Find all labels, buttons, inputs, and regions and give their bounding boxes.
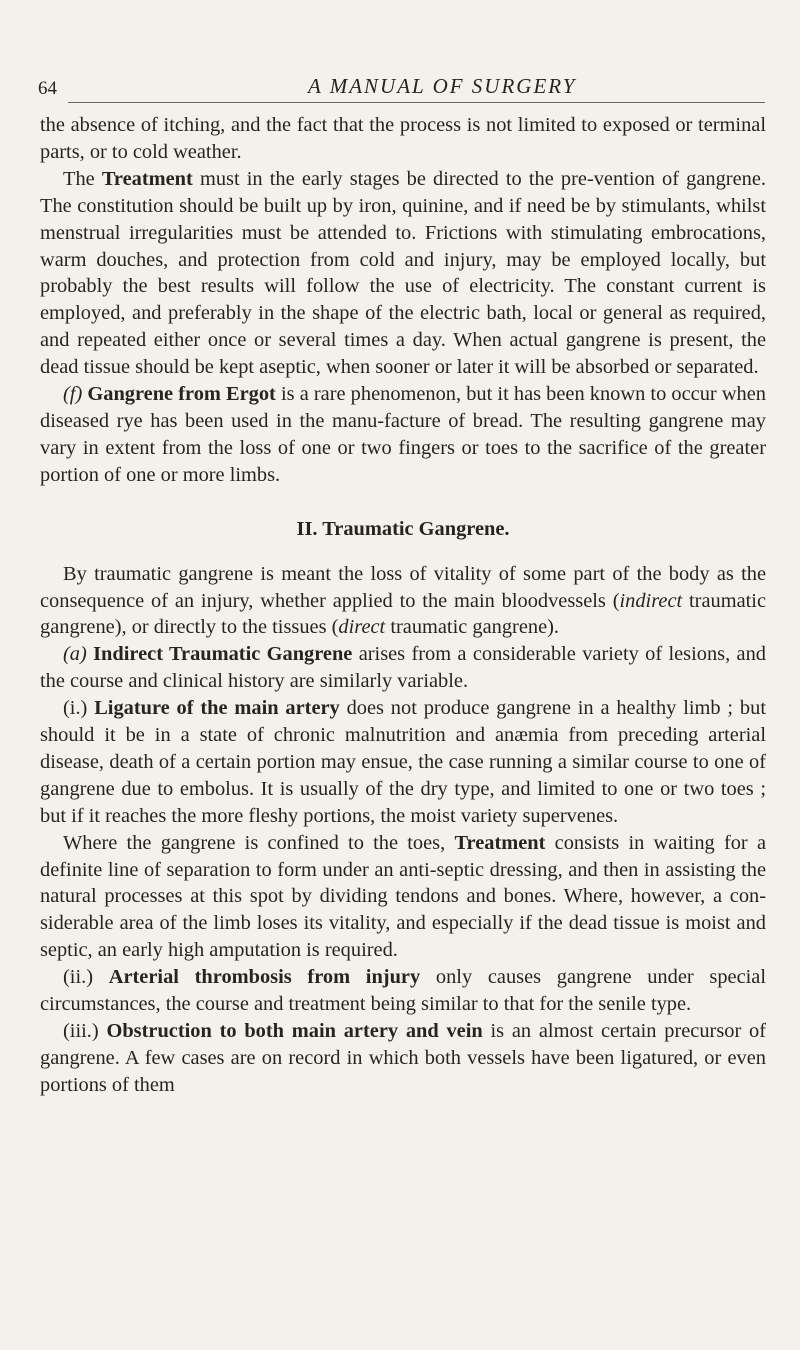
page-number: 64 <box>38 78 57 99</box>
paragraph-treatment-toes: Where the gangrene is confined to the toes, Treatment consists in waiting for a definite line of separation to form under an anti-septic dressing, and then in assisting the natural processes at this spot by dividing tendons and bones. Where, however, a con-siderable area of the limb loses its vitality, and especially if the dead tissue is moist and septic, an early high amputation is required. <box>40 831 767 962</box>
item-label: (f) <box>63 383 83 406</box>
term-indirect: Indirect Traumatic Gangrene <box>93 643 353 666</box>
item-label: (i.) <box>63 697 88 720</box>
term-ergot: Gangrene from Ergot <box>87 383 276 406</box>
paragraph-ergot: (f) Gangrene from Ergot is a rare phenomenon, but it has been known to occur when diseased rye has been used in the manu-facture of bread. The resulting gangrene may vary in extent from the loss of one or two fingers or toes to the sacrifice of the greater portion of one or more limbs. <box>40 383 766 486</box>
page-header <box>38 74 766 104</box>
running-head: A MANUAL OF SURGERY <box>308 74 577 98</box>
item-label: (a) <box>63 643 87 666</box>
header-rule <box>68 102 765 103</box>
paragraph-treatment: The Treatment must in the early stages be directed to the pre-vention of gangrene. The constitution should be built up by iron, quinine, and if need be by stimulants, whilst menstrual irregularities must be attended to. Frictions with stimulating embrocations, warm douches, and protection from cold and injury, may be employed locally, but probably the best results will follow the use of electricity. The constant current is employed, and preferably in the shape of the electric bath, local or general as required, and repeated either once or several times a day. When actual gangrene is present, the dead tissue should be kept aseptic, when sooner or later it will be absorbed or separated. <box>40 167 766 379</box>
paragraph-indirect: (a) Indirect Traumatic Gangrene arises from a considerable variety of lesions, and the course and clinical history are similarly variable. <box>40 643 766 693</box>
term-treatment: Treatment <box>101 167 193 190</box>
paragraph-continuation: the absence of itching, and the fact that the process is not limited to exposed or terminal parts, or to cold weather. <box>40 114 766 163</box>
term-obstruction: Obstruction to both main artery and vein <box>106 1020 483 1042</box>
paragraph-thrombosis: (ii.) Arterial thrombosis from injury only causes gangrene under special circumstances, the course and treatment being similar to that for the senile type. <box>40 966 766 1016</box>
section-heading: II. Traumatic Gangrene. <box>296 517 510 540</box>
item-label: (iii.) <box>63 1020 99 1042</box>
term-ligature: Ligature of the main artery <box>94 697 340 720</box>
paragraph-definition: By traumatic gangrene is meant the loss of vitality of some part of the body as the consequence of an injury, whether applied to the main bloodvessels (indirect traumatic gangrene), or directly to the tissues (direct traumatic gangrene). <box>40 562 767 639</box>
term-thrombosis: Arterial thrombosis from injury <box>108 966 421 989</box>
item-label: (ii.) <box>63 966 94 989</box>
term-treatment: Treatment <box>454 831 546 854</box>
paragraph-ligature: (i.) Ligature of the main artery does not produce gangrene in a healthy limb ; but should it be in a state of chronic malnutrition and anæmia from preceding arterial disease, death of a certain portion may ensue, the case running a similar course to one of gangrene due to embolus. It is usually of the dry type, and limited to one or two toes ; but if it reaches the more fleshy portions, the moist variety supervenes. <box>40 697 766 827</box>
body-text <box>40 112 766 1099</box>
paragraph-obstruction: (iii.) Obstruction to both main artery and vein is an almost certain precursor of gangrene. A few cases are on record in which both vessels have been ligatured, or even portions of them <box>40 1020 766 1096</box>
